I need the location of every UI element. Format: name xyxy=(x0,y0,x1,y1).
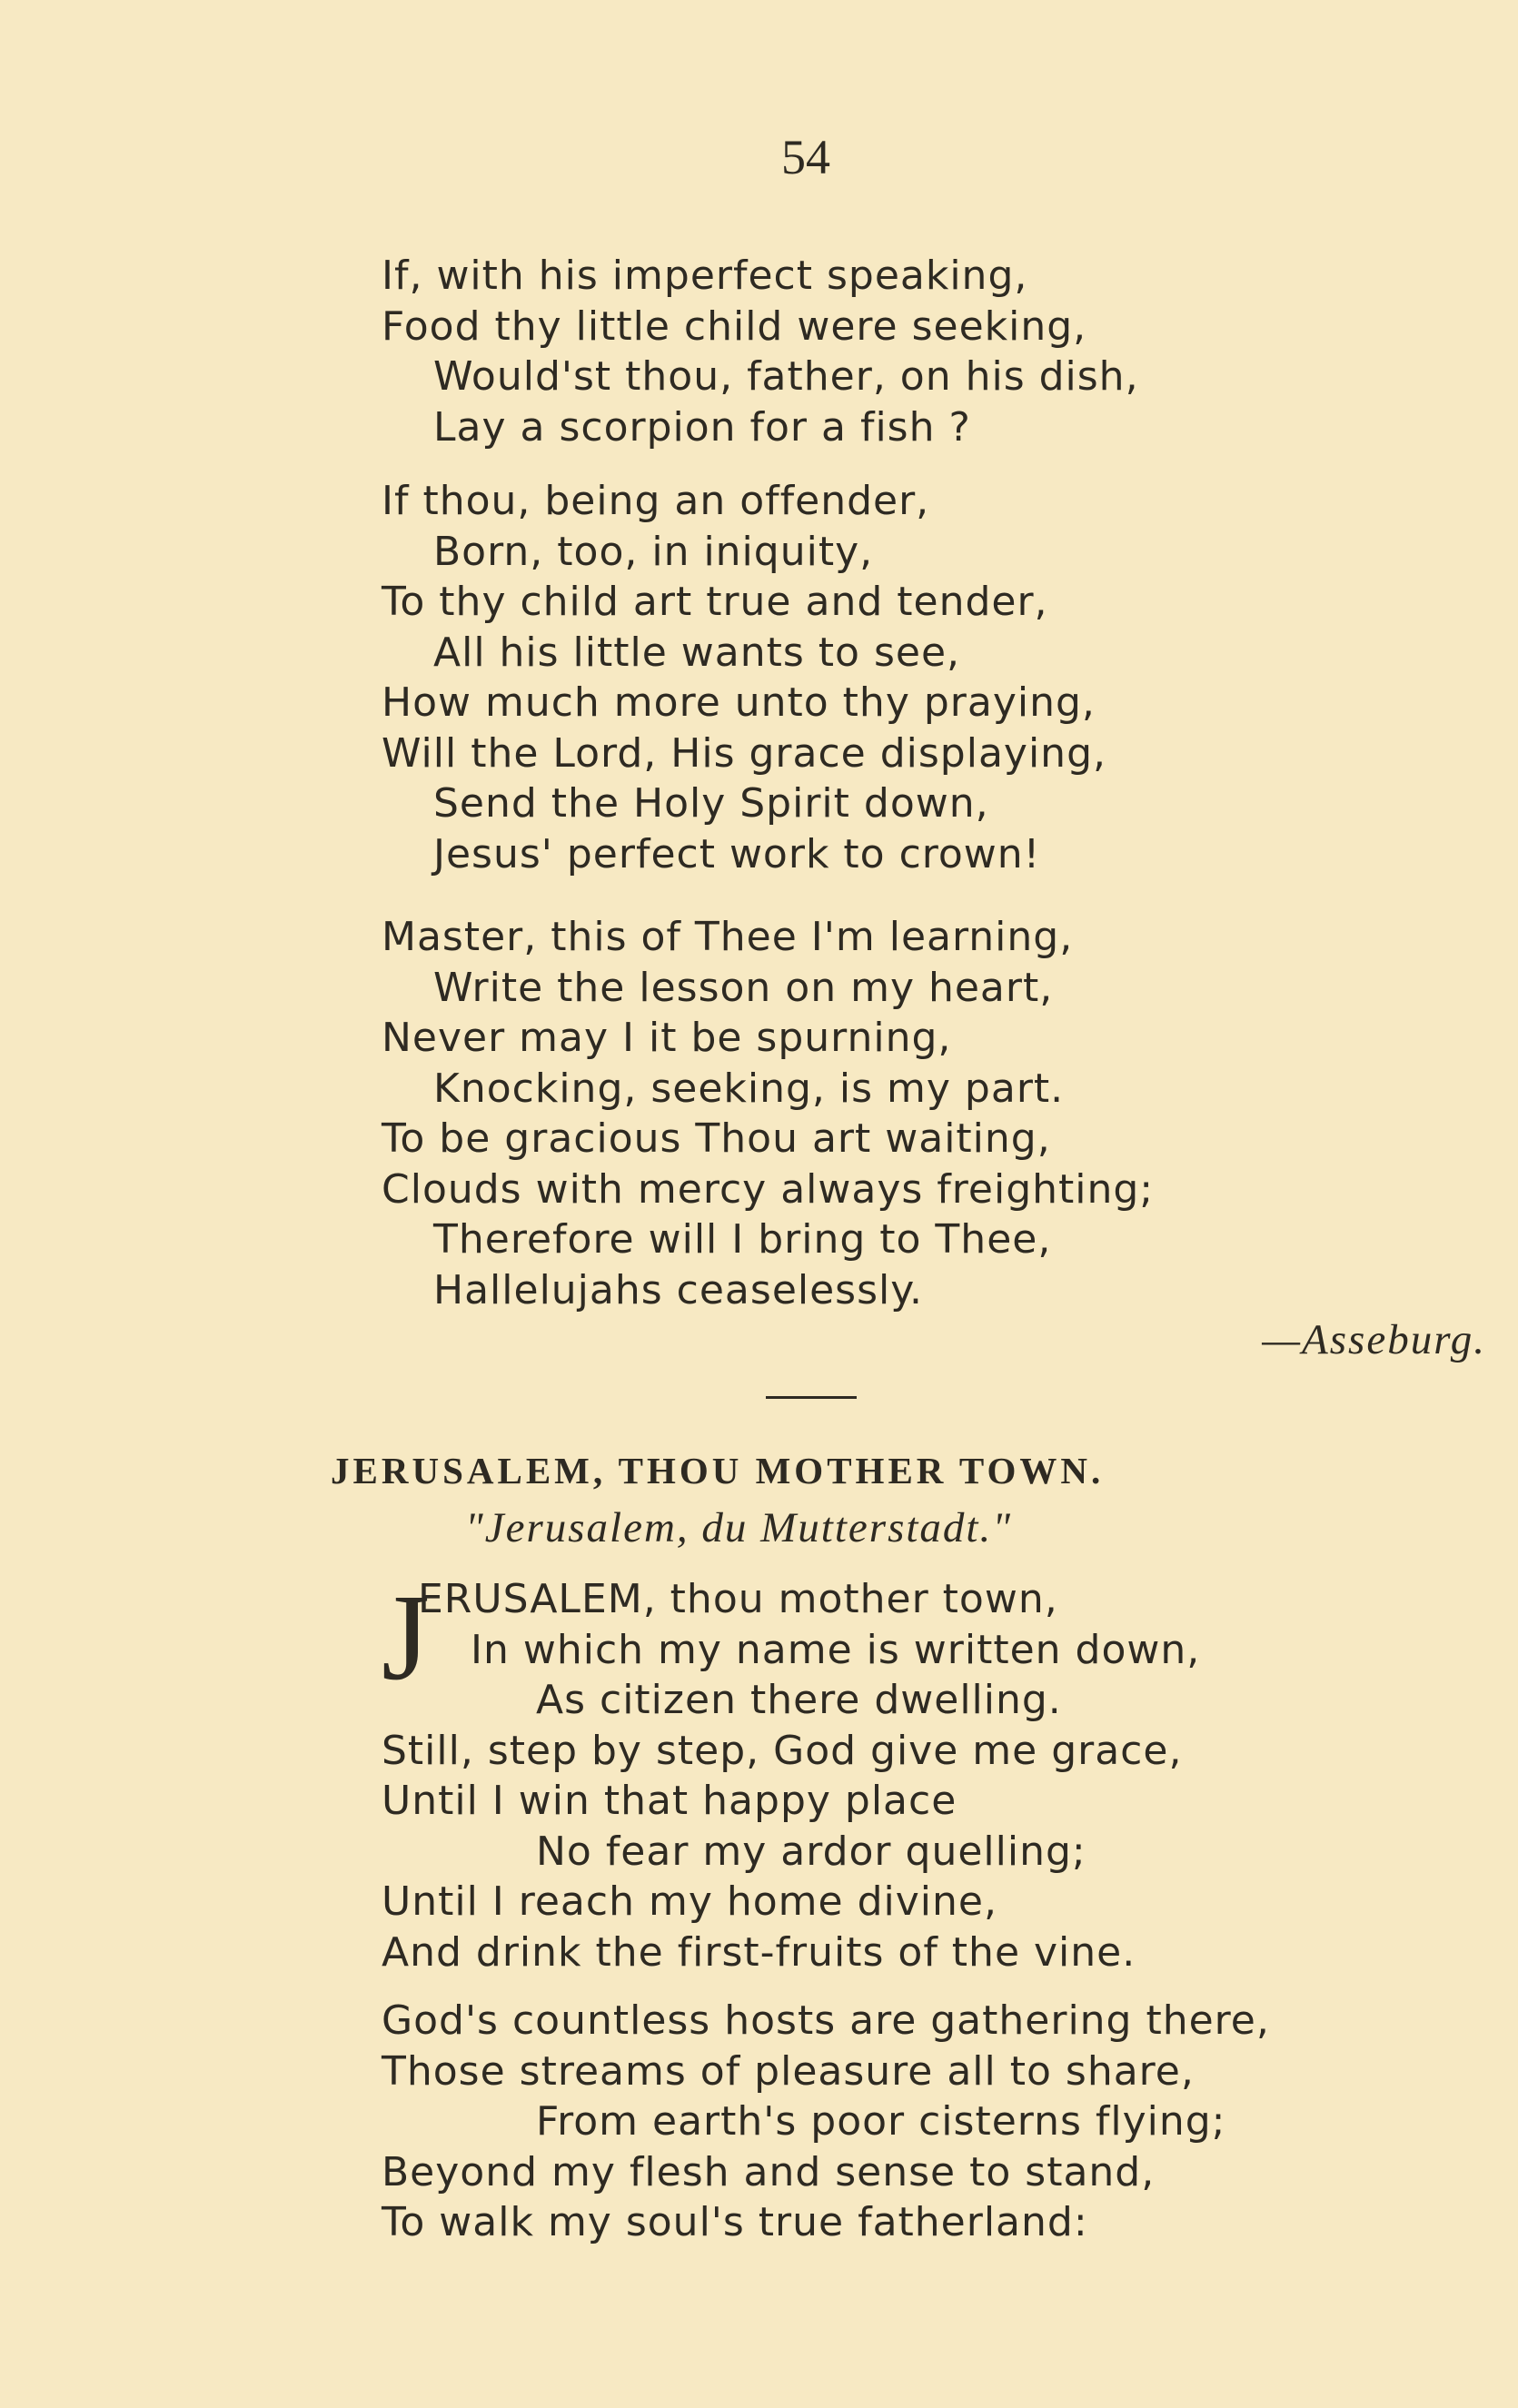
poem-line: God's countless hosts are gathering there, xyxy=(382,1997,1270,2044)
poem-line: And drink the first-fruits of the vine. xyxy=(382,1928,1136,1976)
hymn-stanza-2 xyxy=(382,1996,1290,2248)
poem-line: How much more unto thy praying, xyxy=(382,679,1096,726)
poem-line: Food thy little child were seeking, xyxy=(382,302,1087,350)
poem-line: To walk my soul's true fatherland: xyxy=(382,2199,1088,2245)
poem-line: Still, step by step, God give me grace, xyxy=(382,1727,1183,1774)
poem-line: To thy child art true and tender, xyxy=(382,579,1048,625)
poem-line: If, with his imperfect speaking, xyxy=(382,253,1028,299)
hymn-title: JERUSALEM, THOU MOTHER TOWN. xyxy=(331,1450,1105,1491)
poem-line: Write the lesson on my heart, xyxy=(433,964,1054,1011)
poem-line: To be gracious Thou art waiting, xyxy=(382,1115,1051,1162)
poem-line: Hallelujahs ceaselessly. xyxy=(433,1266,924,1313)
poem-line: If thou, being an offender, xyxy=(382,478,930,524)
section-divider xyxy=(766,1396,857,1399)
poem-line: Until I reach my home divine, xyxy=(382,1878,997,1925)
poem-line: Jesus' perfect work to crown! xyxy=(433,830,1041,877)
poem-line: From earth's poor cisterns flying; xyxy=(536,2098,1226,2145)
poem-line: Therefore will I bring to Thee, xyxy=(433,1216,1052,1263)
poem-line: Beyond my flesh and sense to stand, xyxy=(382,2148,1156,2195)
poem-line: Born, too, in iniquity, xyxy=(433,528,874,575)
hymn-original-title: "Jerusalem, du Mutterstadt." xyxy=(465,1504,1012,1551)
stanza-2 xyxy=(382,476,1290,879)
drop-cap: J xyxy=(382,1570,430,1706)
poem-line: Would'st thou, father, on his dish, xyxy=(433,353,1139,400)
poem-line: ERUSALEM, thou mother town, xyxy=(418,1576,1058,1622)
poem-line: Those streams of pleasure all to share, xyxy=(382,2047,1195,2095)
stanza-3 xyxy=(382,912,1290,1315)
poem-line: As citizen there dwelling. xyxy=(536,1677,1062,1723)
poem-line: Master, this of Thee I'm learning, xyxy=(382,914,1074,960)
page-number: 54 xyxy=(781,130,830,184)
poem-line: Lay a scorpion for a fish ? xyxy=(433,403,971,451)
poem-line: All his little wants to see, xyxy=(433,629,960,676)
poem-line: Will the Lord, His grace displaying, xyxy=(382,729,1106,777)
poem-line: Until I win that happy place xyxy=(382,1778,957,1824)
stanza-1 xyxy=(382,251,1290,452)
poem-line: Never may I it be spurning, xyxy=(382,1015,952,1061)
poem-line: In which my name is written down, xyxy=(471,1626,1201,1673)
poem-line: Send the Holy Spirit down, xyxy=(433,780,989,827)
poem-line: Knocking, seeking, is my part. xyxy=(433,1065,1065,1112)
poem-line: Clouds with mercy always freighting; xyxy=(382,1165,1155,1213)
hymn-stanza-1 xyxy=(382,1570,1290,1977)
poem-line: No fear my ardor quelling; xyxy=(536,1828,1086,1875)
author-attribution: —Asseburg. xyxy=(1262,1316,1486,1363)
